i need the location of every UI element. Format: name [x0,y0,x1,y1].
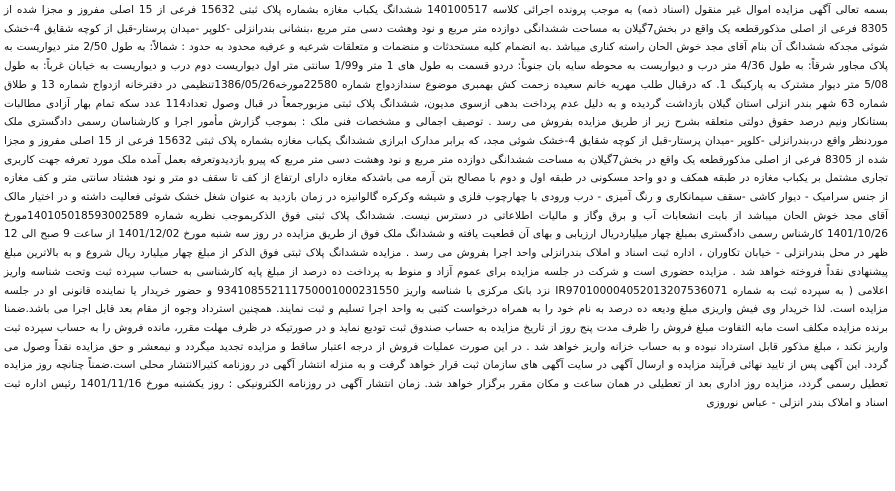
auction-notice-text: بسمه تعالی آگهی مزایده اموال غیر منقول (اسناد ذمه) به موجب پرونده اجرائی کلاسه 140100517 ششدانگ یکباب مغازه بشماره پلاک ثبتی 15632 فرعی از 15 اصلی مفروز و مجزا شده از 8305 فرعی از اصلی مذکورقطعه یک واقع در بخش7گیلان به مساحت ششدانگی دوازده متر مربع و نود وهشت دسی متر مربع ،بنشانی بندرانزلی -کلوپر -میدان پرستار-قبل از کوچه شقایق 4-خشک شوئی مجدکه ششدانگ آن بنام آقای مجد خوش الحان راسته کناری میباشد .به انضمام کلیه مستحدثات و منضمات و متعلقات شرعیه و عرفیه محدود به حدود : شمالاً: به طول 2/50 متر دیواریست به پلاک مجاور شرقاً: به طول 4/36 متر درب و دیواریست به محوطه سایه بان جنوباً: دردو قسمت به طول های 1 متر و1/99 سانتی متر اول دیواریست دوم درب و دیواریست به خیابان غرباً: به طول 5/08 متر دیوار مشترک به پارکینگ 1. که درقبال طلب مهریه خانم سعیده زحمت کش بهمبری موضوع سندازدواج شماره 22580مورخه1386/05/26تنظیمی در دفترخانه ازدواج شماره 13 و طلاق شماره 63 شهر بندر انزلی استان گیلان بازداشت گردیده و به دلیل عدم پرداخت بدهی ازسوی مدیون، ششدانگ پلاک ثبتی مزبورجمعاً در قبال وصول تعداد114 عدد سکه تمام بهار آزادی مطالبات بستانکار ونیم درصد حقوق دولتی متعلقه بشرح زیر از طریق مزایده بفروش می رسد . توصیف اجمالی و مشخصات فنی ملک : بموجب گزارش مأمور اجرا و کارشناسان رسمی دادگستری ملک موردنظر واقع در،بندرانزلی -کلوپر -میدان پرستار-قبل از کوچه شقایق 4-خشک شوئی مجد، که برابر مدارک ابرازی ششدانگ یکباب مغازه بشماره پلاک ثبتی 15632 فرعی از 15 اصلی مفروز و مجزا شده از 8305 فرعی از اصلی مذکورقطعه یک واقع در بخش7گیلان به مساحت ششدانگی دوازده متر مربع و نود وهشت دسی متر مربع که پیرو بازدیدوتعرفه بعمل آمده ملک مورد تعرفه جهت کاربری تجاری مشتمل بر یکباب مغازه در طبقه همکف و دو واحد مسکونی در طبقه اول و دوم با مصالح بتن آرمه می باشدکه مغازه دارای ارتفاع از کف تا سقف دو متر و نود هشتاد سانتی متر و کف مغازه از جنس سرامیک - دیوار کاشی -سقف سیمانکاری و رنگ آمیزی - درب ورودی با چهارچوب فلزی و شیشه وکرکره گالوانیزه در زمان بازدید به عنوان شغل خشک شوئی فعالیت داشته و در اختیار مالک آقای مجد خوش الحان میباشد از بابت انشعابات آب و برق وگاز و مالیات اطلاعاتی در دسترس نیست. ششدانگ پلاک ثبتی فوق الذکربموجب نظریه شماره 140105018593002589مورخ 1401/10/26 کارشناس رسمی دادگستری بمبلغ چهار میلیاردریال ارزیابی و بهای آن قطعیت یافته و ششدانگ ملک فوق از طریق مزایده در روز سه شنبه مورخ 1401/12/02 از ساعت 9 صبح الی 12 ظهر در محل بندرانزلی - خیابان تکاوران ، اداره ثبت اسناد و املاک بندرانزلی واحد اجرا بفروش می رسد . مزایده ششدانگ پلاک ثبتی فوق الذکر از مبلغ چهار میلیارد ریال شروع و به بالاترین مبلغ پیشنهادی نقداً فروخته خواهد شد . مزایده حضوری است و شرکت در جلسه مزایده برای عموم آزاد و منوط به پرداخت ده درصد از مبلغ پایه کارشناسی به حساب سپرده ثبت وتحت شناسه واریز اعلامی ( به سپرده ثبت به شماره IR970100004052013207536071 نزد بانک مرکزی با شناسه واریز 934108552111750001000231550 و حضور خریدار یا نماینده قانونی او در جلسه مزایده است. لذا خریدار وی فیش واریزی مبلغ ودیعه ده درصد به نام خود را به همراه درخواست کتبی به واحد اجرا تسلیم و ثبت نمایند. همچنین استرداد وجوه از مقام بعد قابل اجرا می باشد.ضمنا برنده مزایده مکلف است مابه التفاوت مبلغ فروش را ظرف مدت پنج روز از تاریخ مزایده به حساب صندوق ثبت تودیع نماید و در صورتیکه در ظرف مهلت مقرر، مانده فروش را به حساب سپرده ثبت واریز نکند ، مبلغ مذکور قابل استرداد نبوده و به حساب خزانه واریز خواهد شد . در این صورت عملیات فروش از درجه اعتبار ساقط و مزایده تجدید میگردد و نیمعشر و حق مزایده نقداً وصول می گردد. این آگهی پس از تایید نهائی فرآیند مزایده و ارسال آگهی در سایت آگهی های سازمان ثبت قرار خواهد گرفت و به منزله انتشار آگهی در روزنامه کثیرالانتشار محلی است.ضمناً چنانچه روز مزایده تعطیل رسمی گردد، مزایده روز اداری بعد از تعطیلی در همان ساعت و مکان مقرر برگزار خواهد شد. زمان انتشار آگهی در روزنامه الکترونیکی : روز یکشنبه مورخ 1401/11/16 رئیس اداره ثبت اسناد و املاک بندر انزلی - عباس نوروزی [4,4,889,409]
